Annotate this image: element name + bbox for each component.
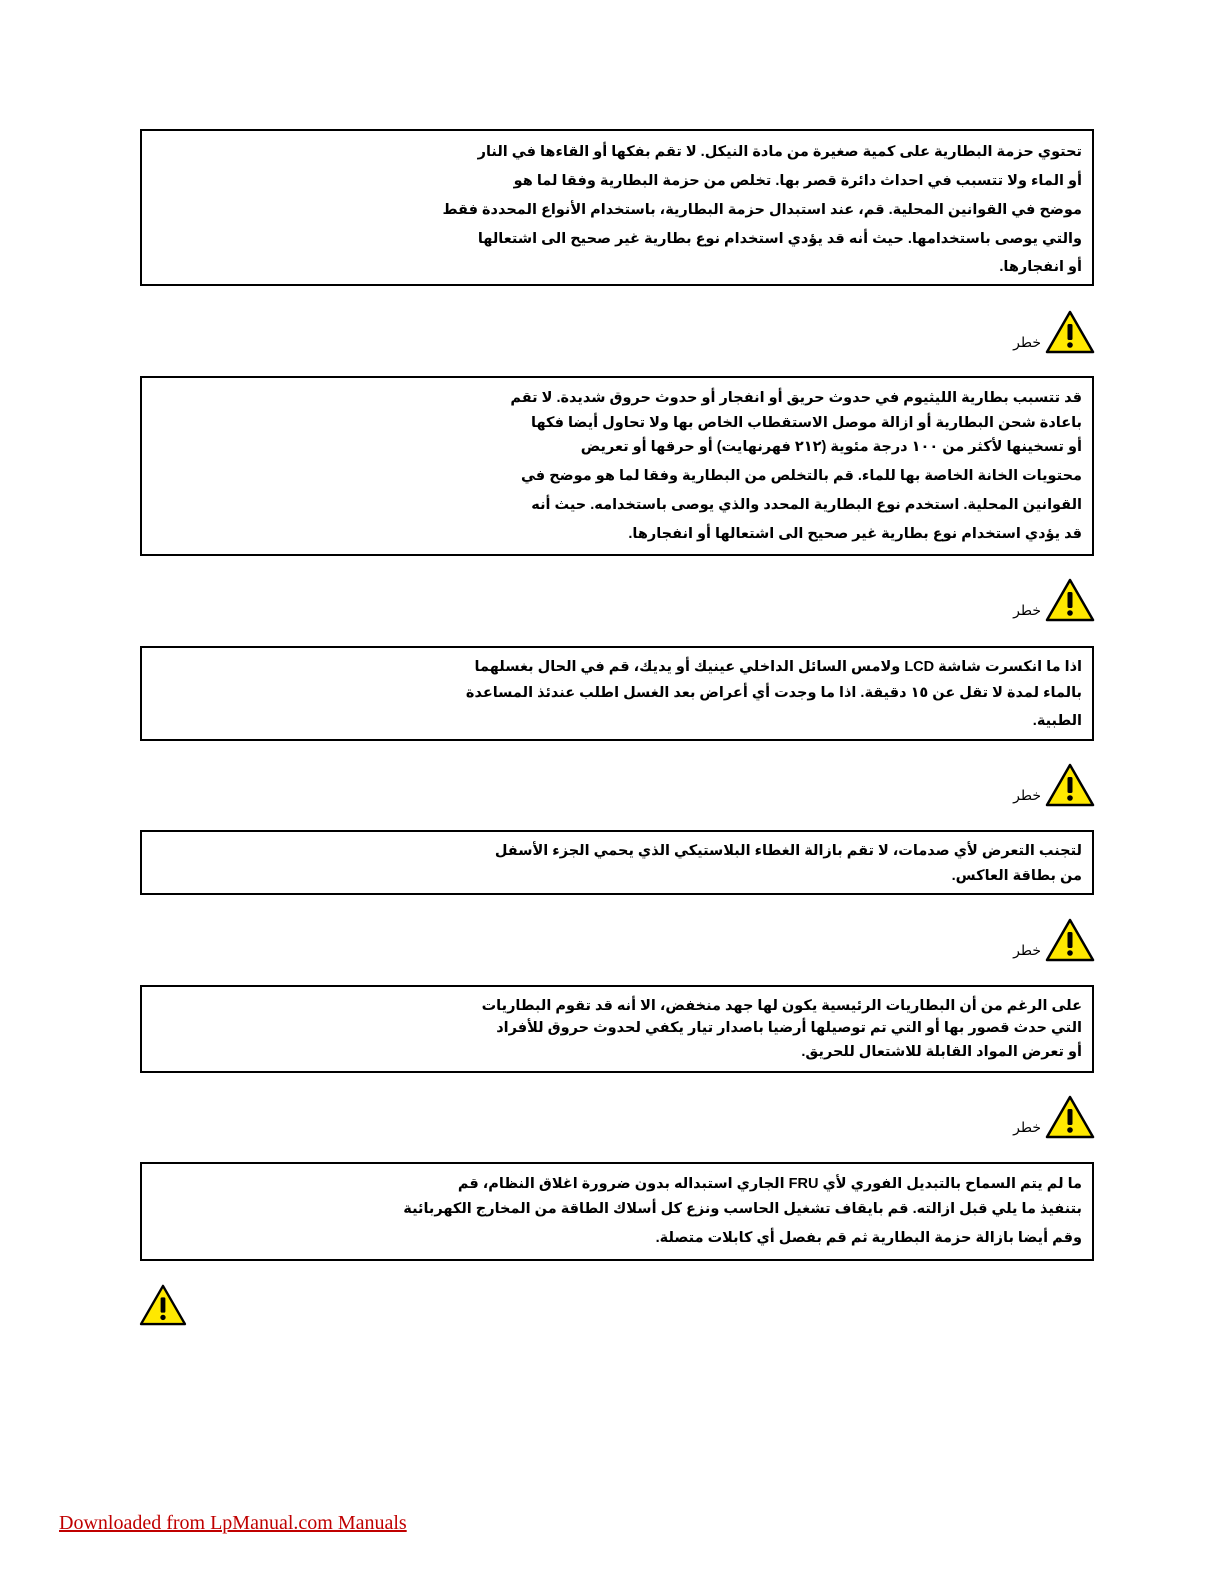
notice-line: أو تعرض المواد القابلة للاشتعال للحريق. (801, 1044, 1082, 1060)
notice-line: باعادة شحن البطارية أو ازالة موصل الاستقطاب الخاص بها ولا تحاول أيضا فكها (531, 415, 1082, 431)
notice-box-fru-replacement (140, 1162, 1094, 1261)
danger-label-5 (1005, 1095, 1095, 1139)
notice-box-lithium-battery (140, 376, 1094, 556)
warning-triangle-icon (1045, 578, 1095, 622)
warning-triangle-icon (1045, 310, 1095, 354)
notice-line: بتنفيذ ما يلي قبل ازالته. قم بايقاف تشغيل الحاسب ونزع كل أسلاك الطاقة من المخارج الكهربائية (403, 1201, 1082, 1217)
notice-line: أو الماء ولا تتسبب في احداث دائرة قصر بها. تخلص من حزمة البطارية وفقا لما هو (513, 173, 1082, 189)
warning-triangle-icon (1045, 763, 1095, 807)
notice-box-lcd (140, 646, 1094, 741)
notice-line: محتويات الخانة الخاصة بها للماء. قم بالتخلص من البطارية وفقا لما هو موضح في (521, 468, 1082, 484)
notice-line: والتي يوصى باستخدامها. حيث أنه قد يؤدي استخدام نوع بطارية غير صحيح الى اشتعالها (477, 231, 1082, 247)
notice-line: قد تتسبب بطارية الليثيوم في حدوث حريق أو انفجار أو حدوث حروق شديدة. لا تقم (510, 390, 1082, 406)
notice-line: على الرغم من أن البطاريات الرئيسية يكون لها جهد منخفض، الا أنه قد تقوم البطاريات (481, 998, 1082, 1014)
notice-box-main-batteries (140, 985, 1094, 1073)
danger-label-3 (1005, 763, 1095, 807)
danger-text: خطر (1013, 787, 1041, 803)
notice-line: الطبية. (1032, 713, 1082, 729)
notice-line: لتجنب التعرض لأي صدمات، لا تقم بازالة الغطاء البلاستيكي الذي يحمي الجزء الأسفل (494, 843, 1082, 859)
notice-line: تحتوي حزمة البطارية على كمية صغيرة من مادة النيكل. لا تقم بفكها أو القاءها في النار (477, 144, 1082, 160)
notice-line: أو تسخينها لأكثر من ١٠٠ درجة مئوية (٢١٢ فهرنهايت) أو حرقها أو تعريض (580, 439, 1082, 455)
warning-triangle-icon (139, 1284, 187, 1326)
danger-text: خطر (1013, 942, 1041, 958)
warning-triangle-icon (1045, 1095, 1095, 1139)
danger-text: خطر (1013, 602, 1041, 618)
footer-download-link[interactable]: Downloaded from LpManual.com Manuals (59, 1512, 407, 1534)
notice-line: القوانين المحلية. استخدم نوع البطارية المحدد والذي يوصى باستخدامه. حيث أنه (531, 497, 1082, 513)
notice-line: اذا ما انكسرت شاشة LCD ولامس السائل الداخلي عينيك أو يديك، قم في الحال بغسلهما (474, 659, 1082, 675)
notice-line: التي حدث قصور بها أو التي تم توصيلها أرضيا باصدار تيار يكفي لحدوث حروق للأفراد (496, 1020, 1082, 1036)
notice-line: أو انفجارها. (999, 259, 1082, 275)
notice-line: ما لم يتم السماح بالتبديل الفوري لأي FRU الجاري استبداله بدون ضرورة اغلاق النظام، قم (457, 1176, 1082, 1192)
danger-label-1 (1005, 310, 1095, 354)
notice-line: وقم أيضا بازالة حزمة البطارية ثم قم بفصل أي كابلات متصلة. (655, 1230, 1082, 1246)
notice-line: بالماء لمدة لا تقل عن ١٥ دقيقة. اذا ما وجدت أي أعراض بعد الغسل اطلب عندئذ المساعدة (465, 685, 1082, 701)
notice-line: موضح في القوانين المحلية. قم، عند استبدال حزمة البطارية، باستخدام الأنواع المحددة فقط (442, 202, 1082, 218)
notice-box-inverter (140, 830, 1094, 895)
warning-triangle-icon (1045, 918, 1095, 962)
danger-label-4 (1005, 918, 1095, 962)
notice-line: من بطاقة العاكس. (951, 868, 1082, 884)
notice-box-nickel-battery (140, 129, 1094, 286)
danger-text: خطر (1013, 334, 1041, 350)
danger-label-2 (1005, 578, 1095, 622)
notice-line: قد يؤدي استخدام نوع بطارية غير صحيح الى اشتعالها أو انفجارها. (628, 526, 1082, 542)
danger-text: خطر (1013, 1119, 1041, 1135)
